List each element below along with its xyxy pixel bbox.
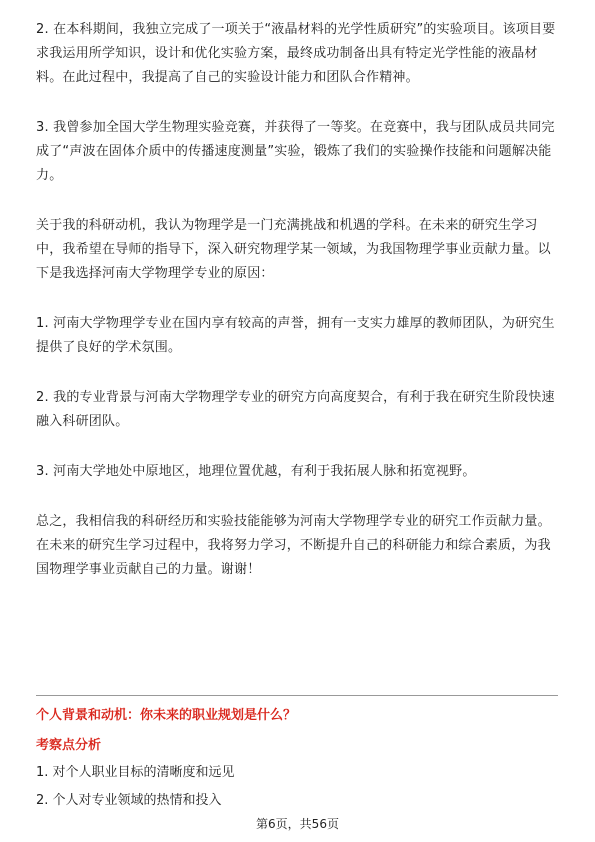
analysis-item: 2. 个人对专业领域的热情和投入	[36, 793, 222, 808]
paragraph-motivation: 关于我的科研动机，我认为物理学是一门充满挑战和机遇的学科。在未来的研究生学习中，我希望在导师的指导下，深入研究物理学某一领域，为我国物理学事业贡献力量。以下是我选择河南大学物理学专业的原因：	[36, 218, 551, 281]
paragraph-project: 2. 在本科期间，我独立完成了一项关于“液晶材料的光学性质研究”的实验项目。该项目要求我运用所学知识，设计和优化实验方案，最终成功制备出具有特定光学性能的液晶材料。在此过程中，我提高了自己的实验设计能力和团队合作精神。	[36, 22, 556, 85]
question-heading: 个人背景和动机：你未来的职业规划是什么？	[36, 708, 297, 723]
document-body	[36, 18, 560, 582]
page-number: 第6页，共56页	[256, 817, 339, 831]
paragraph-reason-2: 2. 我的专业背景与河南大学物理学专业的研究方向高度契合，有利于我在研究生阶段快速融入科研团队。	[36, 390, 555, 429]
analysis-heading: 考察点分析	[36, 738, 102, 753]
paragraph-reason-1: 1. 河南大学物理学专业在国内享有较高的声誉，拥有一支实力雄厚的教师团队，为研究生提供了良好的学术氛围。	[36, 316, 555, 355]
section-divider	[36, 695, 558, 696]
paragraph-competition: 3. 我曾参加全国大学生物理实验竞赛，并获得了一等奖。在竞赛中，我与团队成员共同完成了“声波在固体介质中的传播速度测量”实验，锻炼了我们的实验操作技能和问题解决能力。	[36, 120, 555, 183]
paragraph-conclusion: 总之，我相信我的科研经历和实验技能能够为河南大学物理学专业的研究工作贡献力量。在未来的研究生学习过程中，我将努力学习，不断提升自己的科研能力和综合素质，为我国物理学事业贡献自己的力量。谢谢！	[36, 514, 551, 577]
paragraph-reason-3: 3. 河南大学地处中原地区，地理位置优越，有利于我拓展人脉和拓宽视野。	[36, 464, 476, 479]
analysis-item: 1. 对个人职业目标的清晰度和远见	[36, 765, 235, 780]
